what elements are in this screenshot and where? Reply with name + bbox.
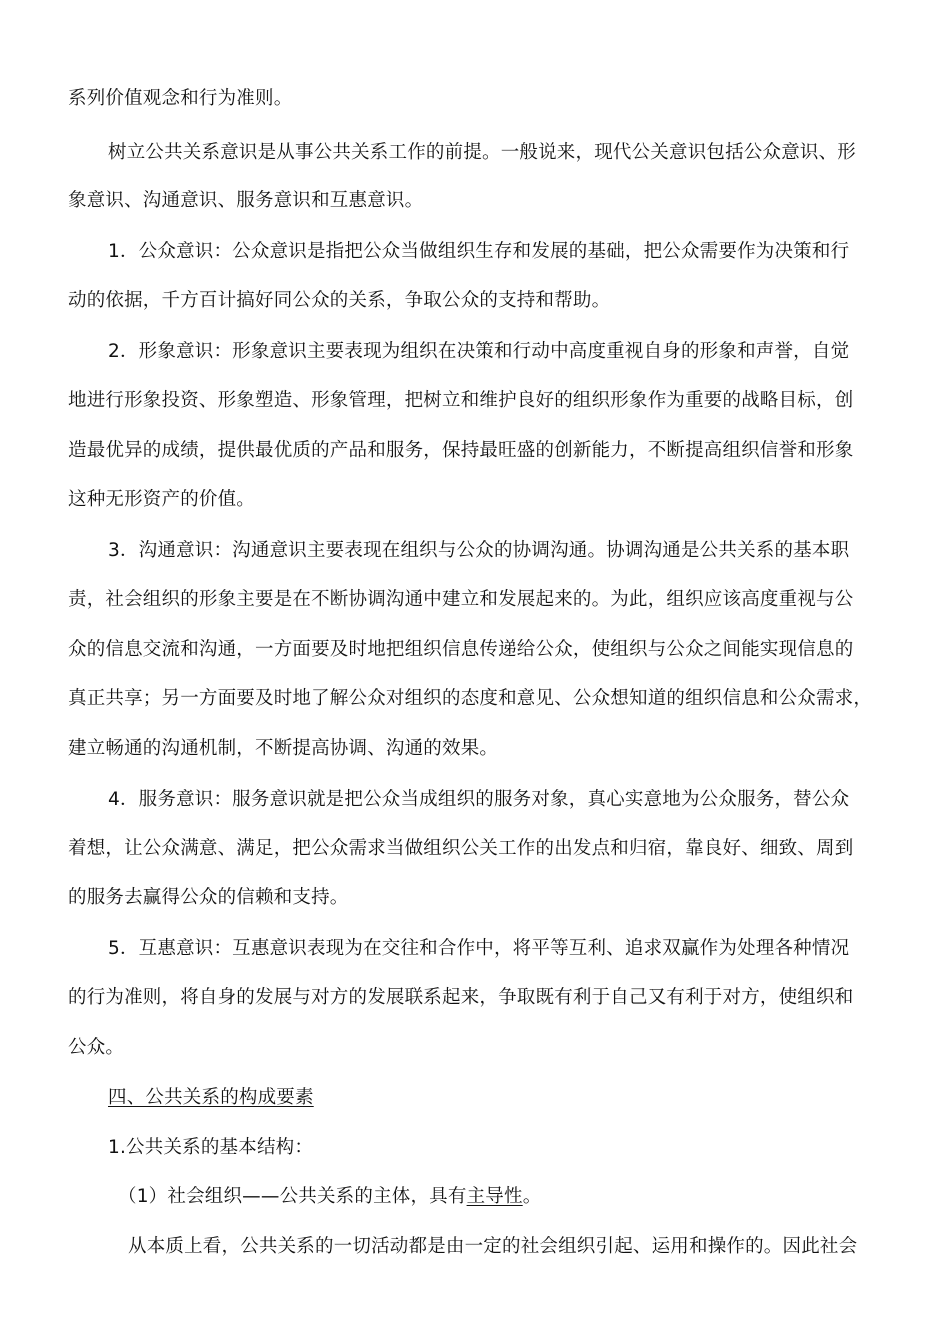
paragraph-line: 真正共享；另一方面要及时地了解公众对组织的态度和意见、公众想知道的组织信息和公众需求， <box>68 688 873 709</box>
paragraph-line: 从本质上看，公共关系的一切活动都是由一定的社会组织引起、运用和操作的。因此社会 <box>128 1236 858 1257</box>
subsection-heading: 1.公共关系的基本结构： <box>108 1137 314 1158</box>
paragraph-line: 的服务去赢得公众的信赖和支持。 <box>68 887 349 908</box>
paragraph-line: 树立公共关系意识是从事公共关系工作的前提。一般说来，现代公关意识包括公众意识、形 <box>108 142 857 163</box>
paragraph-line: 众的信息交流和沟通，一方面要及时地把组织信息传递给公众，使组织与公众之间能实现信息的 <box>68 639 854 660</box>
paragraph-line: 象意识、沟通意识、服务意识和互惠意识。 <box>68 190 424 211</box>
paragraph-line: 造最优异的成绩，提供最优质的产品和服务，保持最旺盛的创新能力，不断提高组织信誉和形象 <box>68 440 854 461</box>
list-item-end: 。 <box>522 1186 542 1207</box>
paragraph-line: 责，社会组织的形象主要是在不断协调沟通中建立和发展起来的。为此，组织应该高度重视与公 <box>68 589 854 610</box>
underlined-term: 主导性 <box>466 1186 523 1207</box>
paragraph-line: 2．形象意识：形象意识主要表现为组织在决策和行动中高度重视自身的形象和声誉，自觉 <box>108 341 850 362</box>
paragraph-line: 4．服务意识：服务意识就是把公众当成组织的服务对象，真心实意地为公众服务，替公众 <box>108 789 850 810</box>
list-item-text: （1）社会组织——公共关系的主体，具有 <box>118 1186 467 1207</box>
section-heading: 四、公共关系的构成要素 <box>108 1087 314 1108</box>
paragraph-line: 的行为准则，将自身的发展与对方的发展联系起来，争取既有利于自己又有利于对方，使组织和 <box>68 987 854 1008</box>
paragraph-line: 动的依据，千方百计搞好同公众的关系，争取公众的支持和帮助。 <box>68 290 611 311</box>
paragraph-line: 系列价值观念和行为准则。 <box>68 88 293 109</box>
paragraph-line: 3．沟通意识：沟通意识主要表现在组织与公众的协调沟通。协调沟通是公共关系的基本职 <box>108 540 850 561</box>
paragraph-line: 地进行形象投资、形象塑造、形象管理，把树立和维护良好的组织形象作为重要的战略目标，创 <box>68 390 854 411</box>
paragraph-line: 这种无形资产的价值。 <box>68 489 256 510</box>
paragraph-line: 公众。 <box>68 1037 125 1058</box>
paragraph-line: 建立畅通的沟通机制，不断提高协调、沟通的效果。 <box>68 738 499 759</box>
paragraph-line: 5．互惠意识：互惠意识表现为在交往和合作中，将平等互利、追求双赢作为处理各种情况 <box>108 938 850 959</box>
paragraph-line: 着想，让公众满意、满足，把公众需求当做组织公关工作的出发点和归宿，靠良好、细致、周到 <box>68 838 854 859</box>
list-item-line <box>118 1185 541 1209</box>
paragraph-line: 1．公众意识：公众意识是指把公众当做组织生存和发展的基础，把公众需要作为决策和行 <box>108 241 850 262</box>
